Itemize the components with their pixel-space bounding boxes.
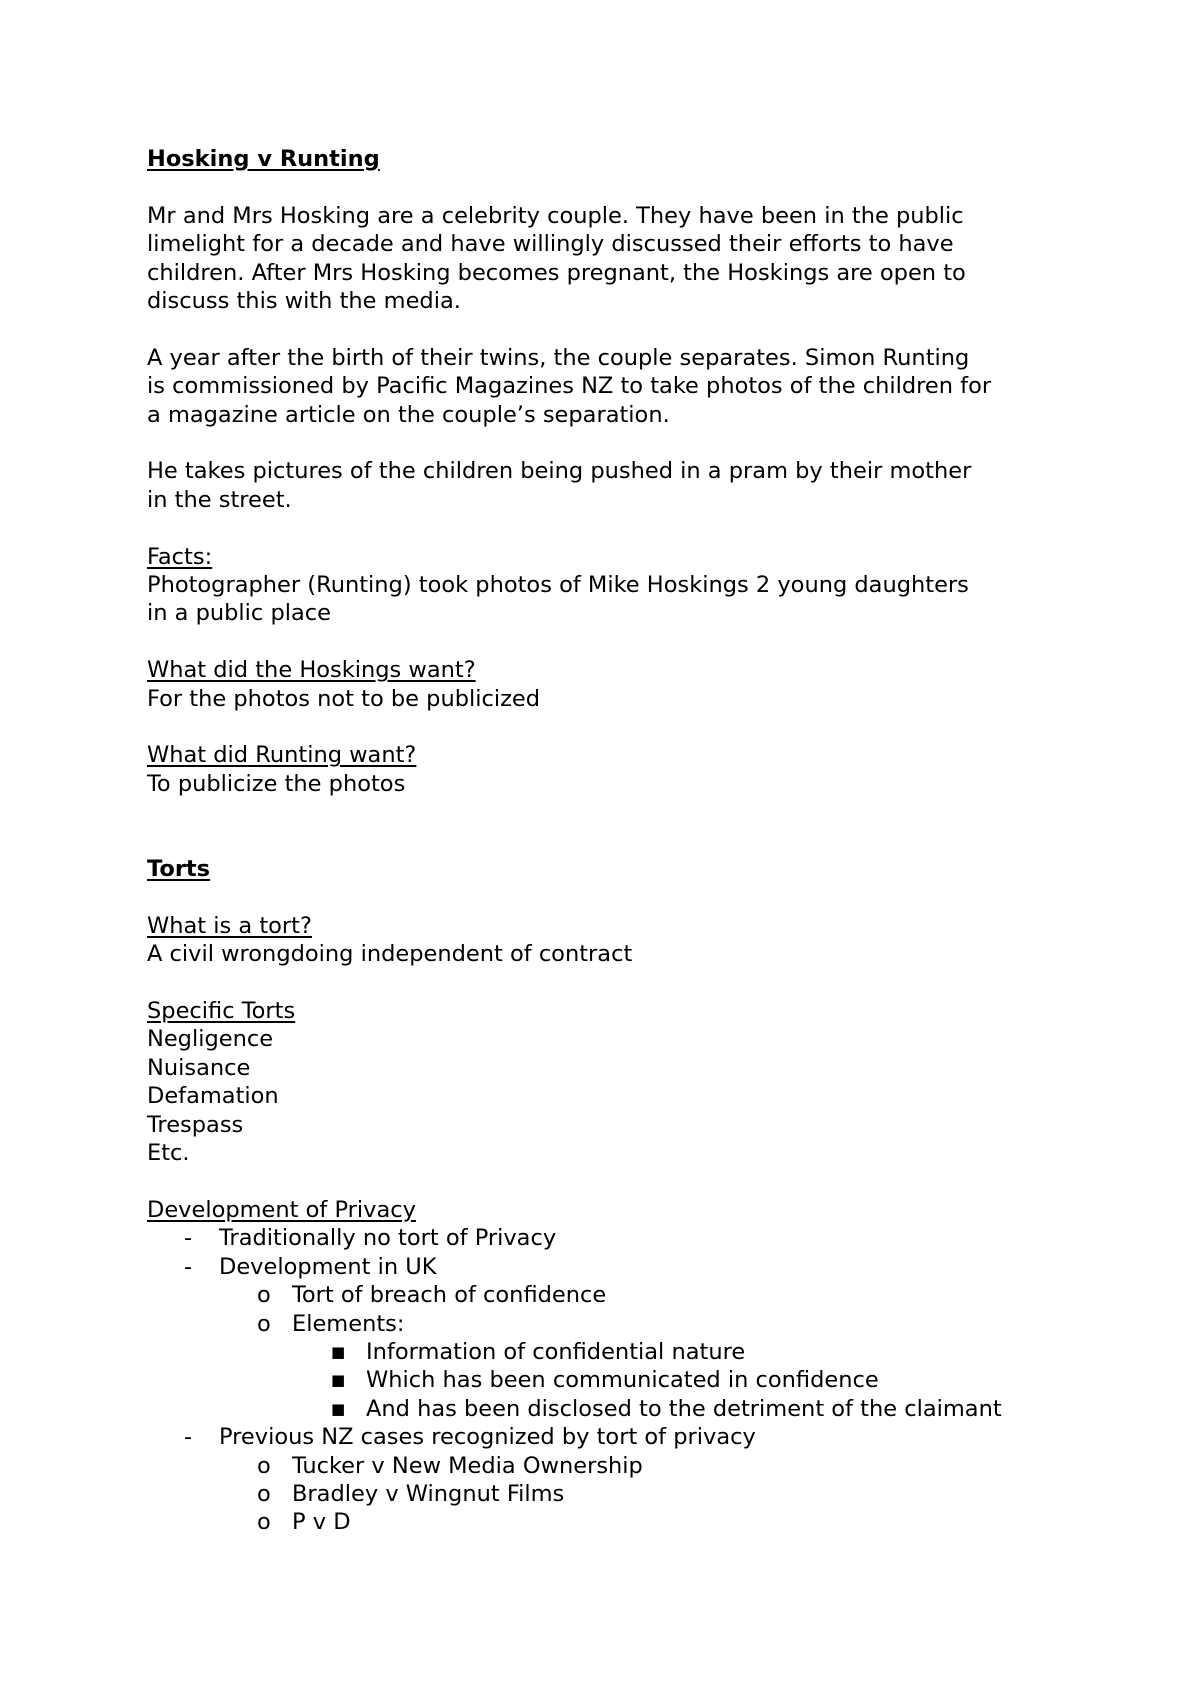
paragraph-line: discuss this with the media.	[147, 288, 461, 315]
runting-want-heading: What did Runting want?	[147, 742, 417, 769]
paragraph-line: a magazine article on the couple’s separation.	[147, 401, 670, 428]
intro-paragraph-1	[147, 202, 1087, 316]
torts-title: Torts	[147, 856, 211, 883]
dash-bullet-icon: -	[184, 1253, 193, 1280]
list-item	[147, 1423, 1087, 1451]
list-item-text: And has been disclosed to the detriment of the claimant	[366, 1395, 1002, 1422]
runting-want-text: To publicize the photos	[147, 770, 406, 797]
list-item	[147, 1310, 1087, 1338]
specific-torts-heading: Specific Torts	[147, 998, 296, 1025]
hoskings-want-text: For the photos not to be publicized	[147, 685, 541, 712]
tort-item: Etc.	[147, 1140, 190, 1167]
list-item-text: Which has been communicated in confidence	[366, 1367, 879, 1394]
hoskings-want-section	[147, 656, 1087, 713]
dash-bullet-icon: -	[184, 1424, 193, 1451]
document-page	[147, 145, 1087, 1537]
list-item	[147, 1338, 1087, 1366]
facts-heading: Facts:	[147, 543, 213, 570]
list-item	[147, 1480, 1087, 1508]
facts-line: Photographer (Runting) took photos of Mike Hoskings 2 young daughters	[147, 572, 969, 599]
tort-item: Negligence	[147, 1026, 274, 1053]
case-title: Hosking v Runting	[147, 146, 380, 172]
list-item	[147, 1452, 1087, 1480]
circle-bullet-icon: o	[257, 1509, 271, 1536]
list-item	[147, 1508, 1087, 1536]
square-bullet-icon: ■	[331, 1371, 346, 1390]
runting-want-section	[147, 741, 1087, 798]
paragraph-line: is commissioned by Pacific Magazines NZ to take photos of the children for	[147, 373, 992, 400]
intro-paragraph-2	[147, 344, 1087, 429]
paragraph-line: limelight for a decade and have willingly discussed their efforts to have	[147, 231, 954, 258]
facts-section	[147, 543, 1087, 628]
circle-bullet-icon: o	[257, 1310, 271, 1337]
what-is-tort-text: A civil wrongdoing independent of contract	[147, 941, 633, 968]
square-bullet-icon: ■	[331, 1342, 346, 1361]
facts-line: in a public place	[147, 600, 331, 627]
privacy-section	[147, 1196, 1087, 1537]
list-item-text: Development in UK	[219, 1253, 437, 1280]
list-item-text: Previous NZ cases recognized by tort of privacy	[219, 1424, 756, 1451]
privacy-heading: Development of Privacy	[147, 1196, 416, 1223]
list-item	[147, 1366, 1087, 1394]
circle-bullet-icon: o	[257, 1480, 271, 1507]
list-item-text: Elements:	[292, 1310, 405, 1337]
what-is-tort-heading: What is a tort?	[147, 912, 312, 939]
list-item-text: Tucker v New Media Ownership	[292, 1452, 643, 1479]
list-item-text: Traditionally no tort of Privacy	[219, 1225, 557, 1252]
list-item	[147, 1395, 1087, 1423]
list-item-text: Tort of breach of confidence	[292, 1282, 607, 1309]
list-item-text: P v D	[292, 1509, 351, 1536]
list-item	[147, 1224, 1087, 1252]
list-item	[147, 1253, 1087, 1281]
circle-bullet-icon: o	[257, 1452, 271, 1479]
intro-paragraph-3	[147, 457, 1087, 514]
paragraph-line: in the street.	[147, 486, 292, 513]
paragraph-line: He takes pictures of the children being pushed in a pram by their mother	[147, 458, 972, 485]
list-item	[147, 1281, 1087, 1309]
tort-item: Trespass	[147, 1111, 244, 1138]
what-is-tort-section	[147, 912, 1087, 969]
specific-torts-section	[147, 997, 1087, 1167]
tort-item: Defamation	[147, 1083, 279, 1110]
circle-bullet-icon: o	[257, 1282, 271, 1309]
paragraph-line: Mr and Mrs Hosking are a celebrity couple. They have been in the public	[147, 202, 964, 229]
tort-item: Nuisance	[147, 1054, 251, 1081]
paragraph-line: A year after the birth of their twins, the couple separates. Simon Runting	[147, 344, 970, 371]
list-item-text: Information of confidential nature	[366, 1338, 746, 1365]
square-bullet-icon: ■	[331, 1399, 346, 1418]
paragraph-line: children. After Mrs Hosking becomes pregnant, the Hoskings are open to	[147, 259, 966, 286]
list-item-text: Bradley v Wingnut Films	[292, 1480, 565, 1507]
hoskings-want-heading: What did the Hoskings want?	[147, 657, 476, 684]
dash-bullet-icon: -	[184, 1225, 193, 1252]
